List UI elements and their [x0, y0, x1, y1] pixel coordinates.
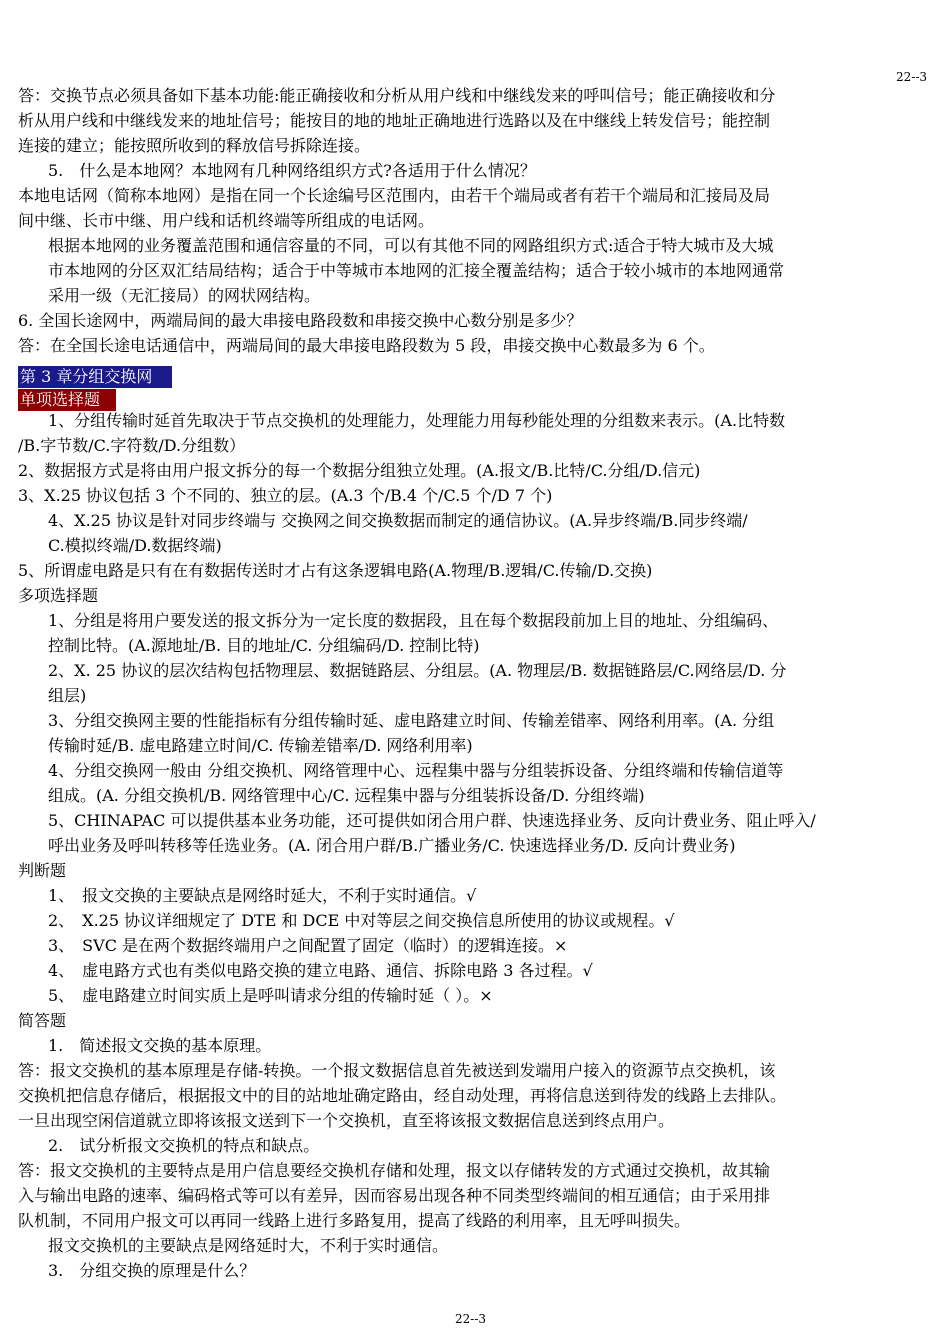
judge-item: 1、 报文交换的主要缺点是网络时延大，不利于实时通信。√	[48, 886, 477, 905]
short-answer-question: 2. 试分析报文交换机的特点和缺点。	[48, 1136, 320, 1155]
answer-line: 根据本地网的业务覆盖范围和通信容量的不同，可以有其他不同的网路组织方式:适合于特大城市及大城	[48, 236, 774, 255]
multi-choice-item: 组层)	[48, 686, 87, 705]
single-choice-item: C.模拟终端/D.数据终端)	[48, 536, 222, 555]
answer-line: 连接的建立；能按照所收到的释放信号拆除连接。	[18, 136, 371, 155]
answer-line: 一旦出现空闲信道就立即将该报文送到下一个交换机，直至将该报文数据信息送到终点用户。	[18, 1111, 675, 1130]
answer-line: 间中继、长市中继、用户线和话机终端等所组成的电话网。	[18, 211, 435, 230]
chapter-heading: 第 3 章分组交换网	[18, 366, 172, 388]
single-choice-item: 1、分组传输时延首先取决于节点交换机的处理能力，处理能力用每秒能处理的分组数来表示。(A.比特数	[48, 411, 786, 430]
multi-choice-item: 3、分组交换网主要的性能指标有分组传输时延、虚电路建立时间、传输差错率、网络利用率。(A. 分组	[48, 711, 775, 730]
single-choice-item: 4、X.25 协议是针对同步终端与 交换网之间交换数据而制定的通信协议。(A.异步终端/B.同步终端/	[48, 511, 748, 530]
answer-line: 答：报文交换机的基本原理是存储-转换。一个报文数据信息首先被送到发端用户接入的资源节点交换机，该	[18, 1061, 776, 1080]
page-number-top: 22--3	[896, 70, 928, 84]
short-answer-question: 1. 简述报文交换的基本原理。	[48, 1036, 272, 1055]
answer-line: 队机制，不同用户报文可以再同一线路上进行多路复用，提高了线路的利用率，且无呼叫损失。	[18, 1211, 691, 1230]
answer-line: 入与输出电路的速率、编码格式等可以有差异，因而容易出现各种不同类型终端间的相互通信；由于采用排	[18, 1186, 771, 1205]
answer-line: 答：报文交换机的主要特点是用户信息要经交换机存储和处理，报文以存储转发的方式通过交换机，故其输	[18, 1161, 771, 1180]
multi-choice-item: 5、CHINAPAC 可以提供基本业务功能，还可提供如闭合用户群、快速选择业务、反向计费业务、阻止呼入/	[48, 811, 816, 830]
answer-line: 交换机把信息存储后，根据报文中的目的站地址确定路由，经自动处理，再将信息送到待发的线路上去排队。	[18, 1086, 787, 1105]
answer-line: 答：交换节点必须具备如下基本功能:能正确接收和分析从用户线和中继线发来的呼叫信号；能正确接收和分	[18, 86, 776, 105]
answer-line: 析从用户线和中继线发来的地址信号；能按目的地的地址正确地进行选路以及在中继线上转发信号；能控制	[18, 111, 771, 130]
single-choice-item: /B.字节数/C.字符数/D.分组数）	[18, 436, 246, 455]
multi-choice-item: 控制比特。(A.源地址/B. 目的地址/C. 分组编码/D. 控制比特)	[48, 636, 480, 655]
judge-item: 4、 虚电路方式也有类似电路交换的建立电路、通信、拆除电路 3 各过程。√	[48, 961, 593, 980]
answer-line: 本地电话网（简称本地网）是指在同一个长途编号区范围内，由若干个端局或者有若干个端局和汇接局及局	[18, 186, 771, 205]
judge-item: 3、 SVC 是在两个数据终端用户之间配置了固定（临时）的逻辑连接。×	[48, 936, 568, 955]
multi-choice-item: 组成。(A. 分组交换机/B. 网络管理中心/C. 远程集中器与分组装拆设备/D. 分组终端)	[48, 786, 645, 805]
multi-choice-item: 传输时延/B. 虚电路建立时间/C. 传输差错率/D. 网络利用率)	[48, 736, 473, 755]
judge-item: 2、 X.25 协议详细规定了 DTE 和 DCE 中对等层之间交换信息所使用的协议或规程。√	[48, 911, 675, 930]
question-6: 6. 全国长途网中，两端局间的最大串接电路段数和串接交换中心数分别是多少？	[18, 311, 583, 330]
answer-line: 答：在全国长途电话通信中，两端局间的最大串接电路段数为 5 段，串接交换中心数最多为 6 个。	[18, 336, 715, 355]
section-heading-multi-choice: 多项选择题	[18, 586, 99, 605]
question-5: 5. 什么是本地网？本地网有几种网络组织方式?各适用于什么情况？	[48, 161, 536, 180]
answer-line: 采用一级（无汇接局）的网状网结构。	[48, 286, 321, 305]
answer-line: 报文交换机的主要缺点是网络延时大，不利于实时通信。	[48, 1236, 449, 1255]
multi-choice-item: 2、X. 25 协议的层次结构包括物理层、数据链路层、分组层。(A. 物理层/B. 数据链路层/C.网络层/D. 分	[48, 661, 787, 680]
single-choice-item: 3、X.25 协议包括 3 个不同的、独立的层。(A.3 个/B.4 个/C.5 个/D 7 个)	[18, 486, 553, 505]
multi-choice-item: 1、分组是将用户要发送的报文拆分为一定长度的数据段，且在每个数据段前加上目的地址、分组编码、	[48, 611, 779, 630]
single-choice-item: 5、所谓虚电路是只有在有数据传送时才占有这条逻辑电路(A.物理/B.逻辑/C.传输/D.交换)	[18, 561, 653, 580]
multi-choice-item: 呼出业务及呼叫转移等任选业务。(A. 闭合用户群/B.广播业务/C. 快速选择业务/D. 反向计费业务)	[48, 836, 736, 855]
answer-line: 市本地网的分区双汇结局结构；适合于中等城市本地网的汇接全覆盖结构；适合于较小城市的本地网通常	[48, 261, 785, 280]
judge-item: 5、 虚电路建立时间实质上是呼叫请求分组的传输时延（ ）。×	[48, 986, 493, 1005]
single-choice-item: 2、数据报方式是将由用户报文拆分的每一个数据分组独立处理。(A.报文/B.比特/C.分组/D.信元)	[18, 461, 701, 480]
section-heading-single-choice: 单项选择题	[18, 389, 116, 411]
short-answer-question: 3. 分组交换的原理是什么？	[48, 1261, 256, 1280]
section-heading-short-answer: 简答题	[18, 1011, 67, 1030]
page-number-bottom: 22--3	[455, 1312, 487, 1326]
multi-choice-item: 4、分组交换网一般由 分组交换机、网络管理中心、远程集中器与分组装拆设备、分组终端和传输信道等	[48, 761, 784, 780]
section-heading-judge: 判断题	[18, 861, 67, 880]
